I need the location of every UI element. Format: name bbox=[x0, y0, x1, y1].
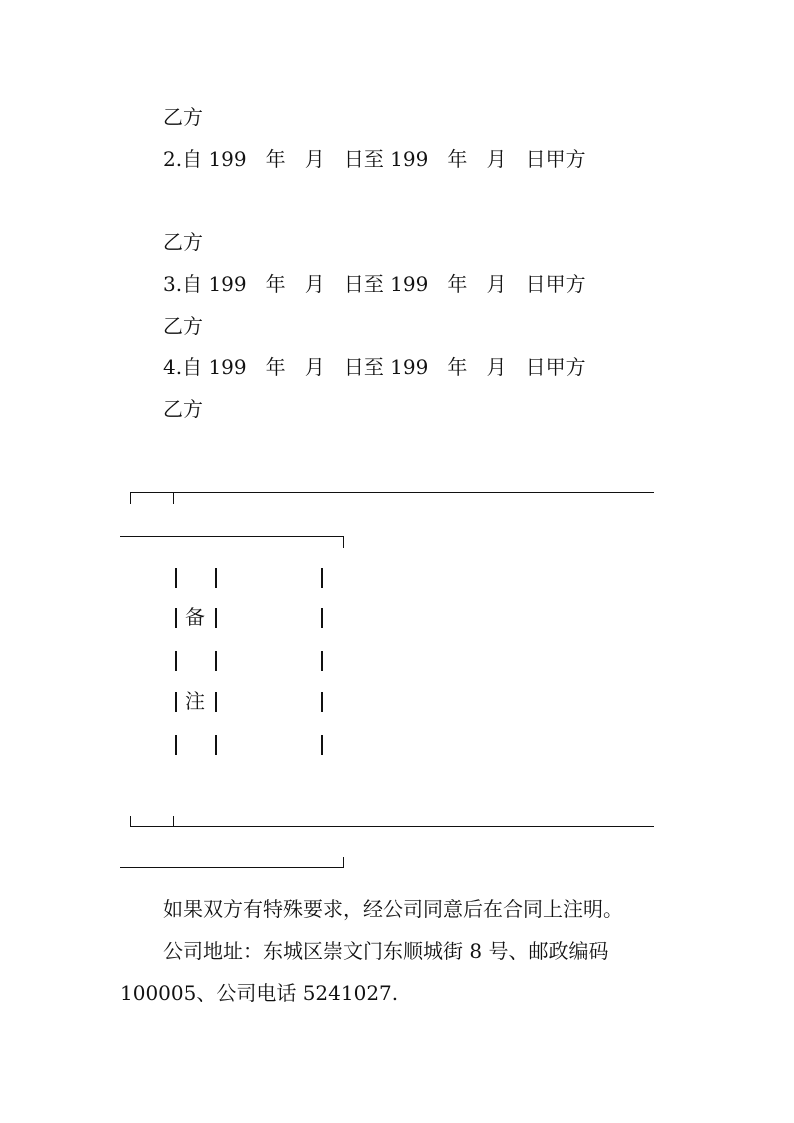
box-mid-bar bbox=[215, 735, 217, 755]
schedule-item-4: 4.自 199 年 月 日至 199 年 月 日甲方 bbox=[163, 355, 586, 379]
box-right-bar bbox=[321, 692, 323, 712]
box-right-bar bbox=[321, 735, 323, 755]
box-right-bar bbox=[321, 651, 323, 671]
box-left-bar bbox=[175, 608, 177, 628]
box-mid-bar bbox=[215, 568, 217, 588]
box-left-bar bbox=[175, 692, 177, 712]
party-b-label: 乙方 bbox=[163, 230, 203, 254]
box-bottom-border bbox=[130, 826, 654, 827]
company-address-line1: 公司地址：东城区崇文门东顺城街 8 号、邮政编码 bbox=[163, 939, 609, 963]
party-b-label: 乙方 bbox=[163, 397, 203, 421]
box-left-bar bbox=[175, 735, 177, 755]
box-mid-bar bbox=[215, 692, 217, 712]
schedule-item-3: 3.自 199 年 月 日至 199 年 月 日甲方 bbox=[163, 272, 586, 296]
schedule-item-2: 2.自 199 年 月 日至 199 年 月 日甲方 bbox=[163, 147, 586, 171]
box-right-bar bbox=[321, 568, 323, 588]
box-right-bar bbox=[321, 608, 323, 628]
party-b-label: 乙方 bbox=[163, 105, 203, 129]
remarks-char: 注 bbox=[185, 689, 205, 713]
box-corner-tl bbox=[130, 492, 131, 504]
box-mid-bar bbox=[215, 608, 217, 628]
box-left-bar bbox=[175, 568, 177, 588]
box-left-bar bbox=[175, 651, 177, 671]
special-note: 如果双方有特殊要求，经公司同意后在合同上注明。 bbox=[163, 897, 623, 921]
party-b-label: 乙方 bbox=[163, 314, 203, 338]
company-address-line2: 100005、公司电话 5241027. bbox=[120, 981, 399, 1005]
box-top-border-wrap bbox=[120, 536, 344, 537]
box-tick bbox=[173, 492, 174, 504]
box-mid-bar bbox=[215, 651, 217, 671]
remarks-char: 备 bbox=[185, 605, 205, 629]
box-top-border bbox=[130, 492, 654, 493]
box-bottom-border-wrap bbox=[120, 867, 344, 868]
box-corner-tr bbox=[343, 536, 344, 548]
